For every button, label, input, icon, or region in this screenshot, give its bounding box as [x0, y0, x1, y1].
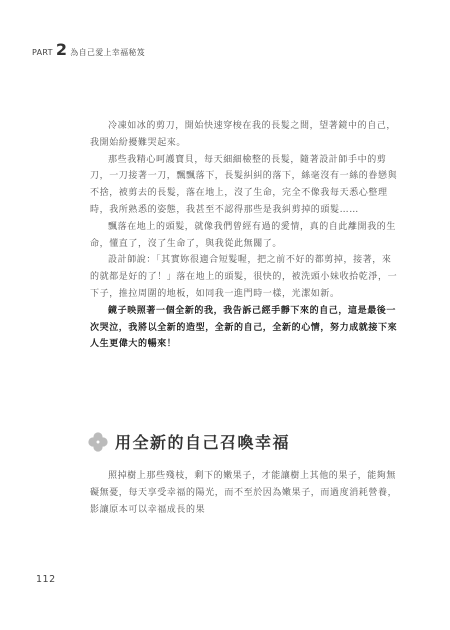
part-title: 為自己愛上幸福秘笈 [70, 48, 145, 57]
bold-paragraph: 鏡子映照著一個全新的我，我告訴己經手靜下來的自己，這是最後一次哭泣，我將以全新的造型，全新的自己，全新的心情，努力成就接下來人生更偉大的暢來！ [90, 305, 398, 350]
section-text [90, 468, 400, 518]
running-head [32, 42, 145, 58]
body-paragraph: 冷凍如冰的剪刀，開始快速穿梭在我的長髮之間，望著鏡中的自己，我開始紛擾難哭起來。 [90, 121, 397, 148]
page-number: 112 [36, 574, 56, 585]
body-paragraph: 設計師說：「其實妳很適合短髮喔，把之前不好的都剪掉，接著，來的就都是好的了！」落在地上的頭髮，很快的，被洗頭小妹收拾乾淨，一下子，推拉周圍的地板，如同我一進門時一樣，光潔如新。 [90, 255, 398, 299]
part-label: PART [32, 48, 53, 57]
body-paragraph: 飄落在地上的頭髮，就像我們曾經有過的愛情，真的自此離開我的生命，懂直了，沒了生命了，與我從此無關了。 [90, 221, 397, 249]
section-paragraph: 照掉樹上那些殘枝，剩下的嫩果子，才能讓樹上其他的果子，能夠無礙無憂，每天享受幸福的陽光，而不至於因為嫩果子，而過度消耗營養，影讓原本可以幸福成長的果 [90, 471, 398, 515]
section-heading [87, 430, 290, 453]
section-title: 用全新的自己召喚幸福 [115, 433, 291, 452]
clover-icon [87, 431, 109, 453]
body-paragraph: 那些我精心呵護寶貝，每天細細檢整的長髮，隨著設計師手中的剪刀，一刀接著一刀，飄飄落下，長髮糾糾的落下，絲毫沒有一絲的眷戀與不捨，被剪去的長髮，落在地上，沒了生命，完全不像我每天悉心整理時，我所熟悉的姿態，我甚至不認得那些是我糾剪掉的頭髮…… [90, 154, 398, 215]
part-number: 2 [55, 40, 68, 59]
body-text [90, 118, 400, 353]
